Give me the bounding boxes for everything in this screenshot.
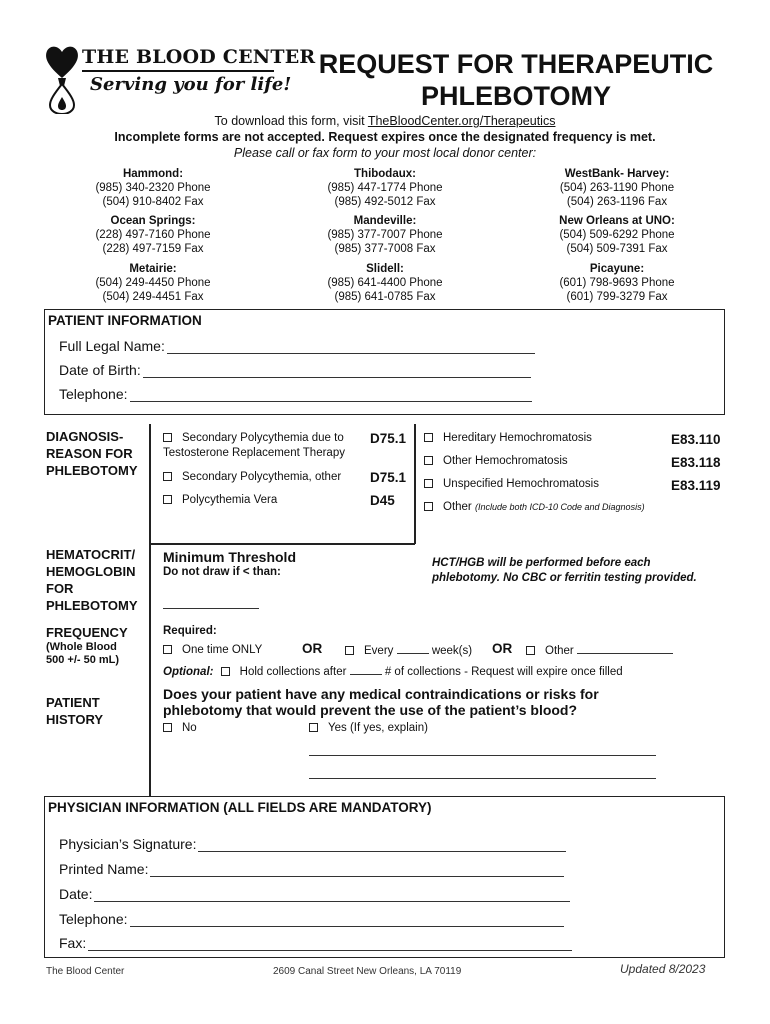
donor-center-phone: (504) 509-6292 Phone (559, 229, 675, 241)
hematocrit-label-line-4: PHLEBOTOMY (46, 598, 138, 613)
hematocrit-label-line-3: FOR (46, 581, 74, 596)
donor-center-fax: (228) 497-7159 Fax (102, 243, 204, 255)
printed-name-field[interactable] (59, 861, 564, 877)
frequency-one-time-option[interactable] (163, 643, 262, 657)
printed-name-line[interactable] (150, 862, 564, 877)
history-yes-option[interactable] (309, 721, 428, 735)
hematocrit-label (46, 546, 138, 614)
hct-hgb-note: HCT/HGB will be performed before each phlebotomy. No CBC or ferritin testing provided. (432, 557, 697, 584)
code-unspecified-hemochromatosis: E83.119 (671, 478, 721, 493)
physician-date-field[interactable] (59, 886, 570, 902)
brand-divider (82, 70, 274, 72)
patient-information-section (44, 309, 725, 415)
frequency-or-2: OR (492, 641, 513, 656)
date-of-birth-field[interactable] (59, 362, 531, 378)
date-of-birth-label: Date of Birth: (59, 362, 141, 378)
incomplete-warning: Incomplete forms are not accepted. Request expires once the designated frequency is met. (114, 130, 656, 144)
donor-center-5 (275, 214, 495, 256)
history-no-option[interactable] (163, 721, 197, 735)
frequency-volume-line-2: 500 +/- 50 mL) (46, 654, 120, 666)
donor-center-fax: (504) 509-7391 Fax (566, 243, 668, 255)
diagnosis-option-other[interactable] (424, 500, 645, 514)
frequency-optional-row[interactable] (163, 664, 623, 679)
physician-date-line[interactable] (94, 887, 570, 902)
checkbox-one-time[interactable] (163, 645, 172, 654)
diagnosis-bottom-divider (149, 543, 415, 545)
donor-center-phone: (601) 798-9693 Phone (559, 277, 675, 289)
checkbox-hold-collections[interactable] (221, 667, 230, 676)
diagnosis-label-line-2: REASON FOR (46, 446, 133, 461)
patient-telephone-field[interactable] (59, 386, 532, 402)
physician-telephone-label: Telephone: (59, 911, 128, 927)
donor-center-phone: (504) 249-4450 Phone (95, 277, 211, 289)
donor-center-phone: (504) 263-1190 Phone (559, 182, 675, 194)
patient-history-label (46, 694, 103, 728)
donor-center-name: Picayune: (589, 263, 645, 275)
frequency-every-option[interactable] (345, 643, 472, 658)
secondary-trt-text-1: Secondary Polycythemia due to (182, 432, 344, 444)
donor-center-1 (43, 167, 263, 209)
hematocrit-label-line-1: HEMATOCRIT/ (46, 547, 136, 562)
donor-center-phone: (985) 340-2320 Phone (95, 182, 211, 194)
physician-telephone-field[interactable] (59, 911, 564, 927)
donor-center-name: Ocean Springs: (110, 215, 196, 227)
hold-suffix-text: # of collections - Request will expire once filled (384, 666, 623, 678)
donor-center-name: Mandeville: (353, 215, 417, 227)
date-of-birth-line[interactable] (143, 363, 531, 378)
donor-center-phone: (985) 377-7007 Phone (327, 229, 443, 241)
checkbox-frequency-other[interactable] (526, 646, 535, 655)
donor-center-fax: (601) 799-3279 Fax (566, 291, 668, 303)
physician-fax-label: Fax: (59, 935, 87, 951)
physician-fax-field[interactable] (59, 935, 572, 951)
printed-name-label: Printed Name: (59, 861, 149, 877)
frequency-other-line[interactable] (577, 643, 673, 654)
minimum-threshold-line[interactable] (163, 608, 259, 609)
donor-center-2 (275, 167, 495, 209)
checkbox-unspecified-hemochromatosis[interactable] (424, 479, 433, 488)
donor-center-9 (507, 262, 727, 304)
full-legal-name-field[interactable] (59, 338, 535, 354)
diagnosis-other-label: Other (443, 501, 472, 513)
patient-history-label-line-1: PATIENT (46, 695, 100, 710)
donor-center-phone: (985) 447-1774 Phone (327, 182, 443, 194)
unspecified-hemochromatosis-text: Unspecified Hemochromatosis (443, 478, 599, 490)
footer-organization: The Blood Center (46, 966, 125, 977)
history-no-text: No (182, 722, 197, 734)
frequency-label: FREQUENCY (46, 625, 128, 640)
donor-center-6 (507, 214, 727, 256)
donor-center-fax: (504) 910-8402 Fax (102, 196, 204, 208)
footer-updated: Updated 8/2023 (620, 962, 706, 976)
diagnosis-label-line-3: PHLEBOTOMY (46, 463, 138, 478)
other-hemochromatosis-text: Other Hemochromatosis (443, 455, 568, 467)
brand-name: THE BLOOD CENTER (82, 46, 316, 68)
diagnosis-column-divider (414, 424, 416, 544)
donor-center-8 (275, 262, 495, 304)
code-other-hemochromatosis: E83.118 (671, 455, 721, 470)
frequency-volume-line-1: (Whole Blood (46, 641, 117, 653)
hematocrit-label-line-2: HEMOGLOBIN (46, 564, 136, 579)
donor-center-fax: (504) 249-4451 Fax (102, 291, 204, 303)
physician-date-label: Date: (59, 886, 93, 902)
donor-center-fax: (985) 492-5012 Fax (334, 196, 436, 208)
patient-telephone-line[interactable] (130, 387, 532, 402)
explain-line-1[interactable] (309, 755, 656, 756)
frequency-other-option[interactable] (526, 643, 673, 658)
explain-line-2[interactable] (309, 778, 656, 779)
frequency-optional-label: Optional: (163, 666, 214, 678)
physician-information-section (44, 796, 725, 958)
hereditary-hemochromatosis-text: Hereditary Hemochromatosis (443, 432, 592, 444)
donor-center-name: New Orleans at UNO: (559, 215, 675, 227)
every-suffix-text: week(s) (431, 645, 473, 657)
patient-telephone-label: Telephone: (59, 386, 128, 402)
donor-center-name: Metairie: (129, 263, 177, 275)
polycythemia-vera-text: Polycythemia Vera (182, 494, 278, 506)
label-column-divider (149, 424, 151, 796)
download-prefix: To download this form, visit (214, 114, 368, 128)
diagnosis-option-hereditary-hemochromatosis[interactable] (424, 431, 592, 445)
checkbox-every-weeks[interactable] (345, 646, 354, 655)
diagnosis-option-unspecified-hemochromatosis[interactable] (424, 477, 599, 491)
fax-instruction: Please call or fax form to your most local donor center: (233, 146, 537, 160)
donor-center-fax: (504) 263-1196 Fax (566, 196, 668, 208)
hold-prefix-text: Hold collections after (239, 666, 347, 678)
form-title-line-1: REQUEST FOR THERAPEUTIC (318, 49, 714, 79)
diagnosis-label (46, 428, 138, 479)
code-polycythemia-vera: D45 (370, 493, 395, 508)
every-prefix-text: Every (364, 645, 394, 657)
code-secondary-trt: D75.1 (370, 431, 407, 446)
frequency-required-label: Required: (163, 625, 217, 637)
physician-information-title: PHYSICIAN INFORMATION (ALL FIELDS ARE MANDATORY) (48, 800, 432, 815)
secondary-trt-text-2: Testosterone Replacement Therapy (163, 447, 345, 459)
diagnosis-option-secondary-other[interactable] (163, 470, 341, 484)
patient-history-label-line-2: HISTORY (46, 712, 104, 727)
hold-collections-line[interactable] (350, 664, 382, 675)
checkbox-history-no[interactable] (163, 723, 172, 732)
physician-fax-line[interactable] (88, 936, 572, 951)
secondary-other-text: Secondary Polycythemia, other (182, 471, 342, 483)
donor-center-7 (43, 262, 263, 304)
diagnosis-option-secondary-trt[interactable] (163, 431, 344, 445)
blood-center-logo-icon (44, 44, 80, 114)
donor-center-name: Hammond: (122, 168, 184, 180)
physician-signature-field[interactable] (59, 836, 566, 852)
diagnosis-option-other-hemochromatosis[interactable] (424, 454, 568, 468)
physician-signature-line[interactable] (198, 837, 566, 852)
checkbox-secondary-other[interactable] (163, 472, 172, 481)
diagnosis-label-line-1: DIAGNOSIS- (46, 429, 124, 444)
download-instruction (0, 114, 770, 128)
code-hereditary-hemochromatosis: E83.110 (671, 432, 721, 447)
diagnosis-option-polycythemia-vera[interactable] (163, 493, 277, 507)
checkbox-history-yes[interactable] (309, 723, 318, 732)
donor-center-4 (43, 214, 263, 256)
full-legal-name-line[interactable] (167, 339, 535, 354)
minimum-threshold-instruction: Do not draw if < than: (163, 566, 281, 578)
donor-center-3 (507, 167, 727, 209)
donor-center-fax: (985) 641-0785 Fax (334, 291, 436, 303)
one-time-text: One time ONLY (182, 644, 263, 656)
contraindication-question: Does your patient have any medical contraindications or risks for phlebotomy that would prevent the use of the patient’s blood? (163, 686, 599, 718)
donor-center-phone: (985) 641-4400 Phone (327, 277, 443, 289)
patient-information-title: PATIENT INFORMATION (48, 313, 202, 328)
frequency-other-text: Other (545, 645, 574, 657)
frequency-volume (46, 641, 119, 667)
diagnosis-other-note: (Include both ICD-10 Code and Diagnosis) (474, 502, 645, 512)
checkbox-hereditary-hemochromatosis[interactable] (424, 433, 433, 442)
footer-address: 2609 Canal Street New Orleans, LA 70119 (273, 966, 462, 977)
minimum-threshold-title: Minimum Threshold (163, 549, 296, 565)
code-secondary-other: D75.1 (370, 470, 407, 485)
form-title-line-2: PHLEBOTOMY (420, 81, 611, 111)
checkbox-diagnosis-other[interactable] (424, 502, 433, 511)
donor-center-name: Thibodaux: (354, 168, 416, 180)
download-link[interactable]: TheBloodCenter.org/Therapeutics (367, 114, 556, 128)
checkbox-other-hemochromatosis[interactable] (424, 456, 433, 465)
donor-center-phone: (228) 497-7160 Phone (95, 229, 211, 241)
form-title (296, 48, 736, 112)
donor-center-fax: (985) 377-7008 Fax (334, 243, 436, 255)
donor-center-name: Slidell: (366, 263, 404, 275)
checkbox-polycythemia-vera[interactable] (163, 495, 172, 504)
checkbox-secondary-trt[interactable] (163, 433, 172, 442)
every-weeks-line[interactable] (397, 643, 429, 654)
brand-tagline: Serving you for life! (90, 74, 292, 95)
full-legal-name-label: Full Legal Name: (59, 338, 165, 354)
physician-telephone-line[interactable] (130, 912, 564, 927)
frequency-or-1: OR (302, 641, 323, 656)
donor-center-name: WestBank- Harvey: (564, 168, 670, 180)
history-yes-text: Yes (If yes, explain) (328, 722, 428, 734)
physician-signature-label: Physician’s Signature: (59, 836, 197, 852)
